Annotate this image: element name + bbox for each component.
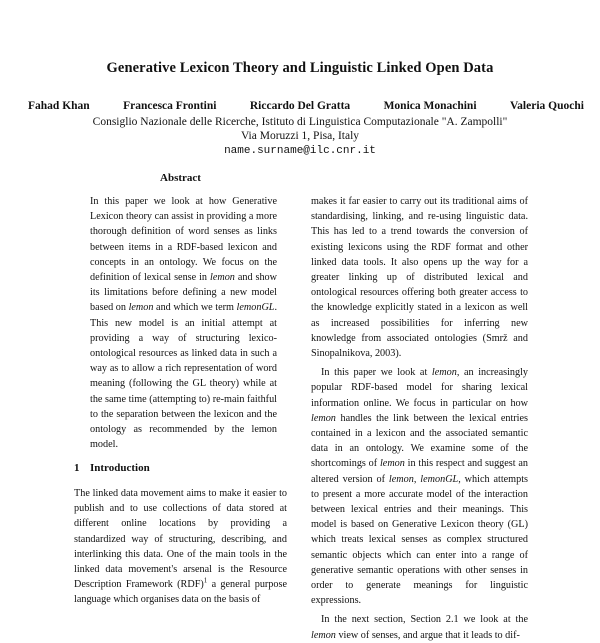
paper-title: Generative Lexicon Theory and Linguistic Linked Open Data <box>106 60 494 76</box>
abstract-body <box>90 194 277 452</box>
introduction-body <box>74 486 287 608</box>
author-name: Valeria Quochi <box>509 100 584 112</box>
abstract-heading: Abstract <box>160 172 201 184</box>
section-number: 1 <box>74 462 80 474</box>
affiliation-institute: Consiglio Nazionale delle Ricerche, Istituto di Linguistica Computazionale "A. Zampolli" <box>92 116 508 128</box>
body-paragraph: In the next section, Section 2.1 we look at the lemon view of senses, and argue that it leads to dif- <box>311 614 528 641</box>
section-title: Introduction <box>90 462 150 474</box>
section-heading-introduction <box>74 462 287 474</box>
introduction-paragraph: The linked data movement aims to make it easier to publish and to use collections of data stored at different online locations by providing a standardized way of structuring, describing, and interlinking this data. One of the main tools in the linked data movement's arsenal is the Resource Description Framework (RDF)$^1$ a general purpose language which organises data on the basis of <box>74 488 287 606</box>
contact-email: name.surname@ilc.cnr.it <box>224 145 376 157</box>
author-name: Monica Monachini <box>383 100 477 112</box>
right-column-body <box>311 194 528 643</box>
footnote-marker: 1 <box>203 576 208 585</box>
abstract-paragraph: In this paper we look at how Generative Lexicon theory can assist in providing a more thorough definition of word senses as links between items in a RDF-based lexicon and concepts in an ontology. We focus on the definition of lexical sense in lemon and show its limitations before defining a new model based on lemon and which we term lemonGL. This new model is an initial attempt at providing a way of structuring lexico-ontological resources as linked data in such a way as to allow a rich representation of word meaning (following the GL theory) while at the same time (attempting to) re-main faithful to the separation between the lexicon and the ontology as recommended by the lemon model. <box>90 196 278 451</box>
affiliation-address: Via Moruzzi 1, Pisa, Italy <box>240 130 360 142</box>
author-list <box>28 100 584 112</box>
body-paragraph: In this paper we look at lemon, an increasingly popular RDF-based model for sharing lexical information online. We focus in particular on how lemon handles the link between the lexical entries contained in a lexicon and the associated semantic data in an ontology. We examine some of the shortcomings of lemon in this respect and suggest an altered version of lemon, lemonGL, which attempts to present a more accurate model of the interaction between lexical entries and their meanings. This model is based on Generative Lexicon theory (GL) which treats lexical senses as complex structured semantic objects which can enter into a range of generative semantic operations with other senses in order to generate meanings for linguistic expressions. <box>311 367 529 607</box>
author-name: Fahad Khan <box>28 100 90 112</box>
body-paragraph: makes it far easier to carry out its traditional aims of standardising, linking, and re-using linguistic data. This has led to a trend towards the conversion of existing lexicons using the RDF format and other linked data tools. It also opens up the way for a greater linking up of distributed lexical and ontological resources offering both greater access to the knowledge explicitly stated in a lexicon as well as increased possibilities for inferring new knowledge from associated ontologies (Smrž and Sinopalnikova, 2003). <box>311 196 528 360</box>
author-name: Riccardo Del Gratta <box>249 100 351 112</box>
author-name: Francesca Frontini <box>123 100 217 112</box>
